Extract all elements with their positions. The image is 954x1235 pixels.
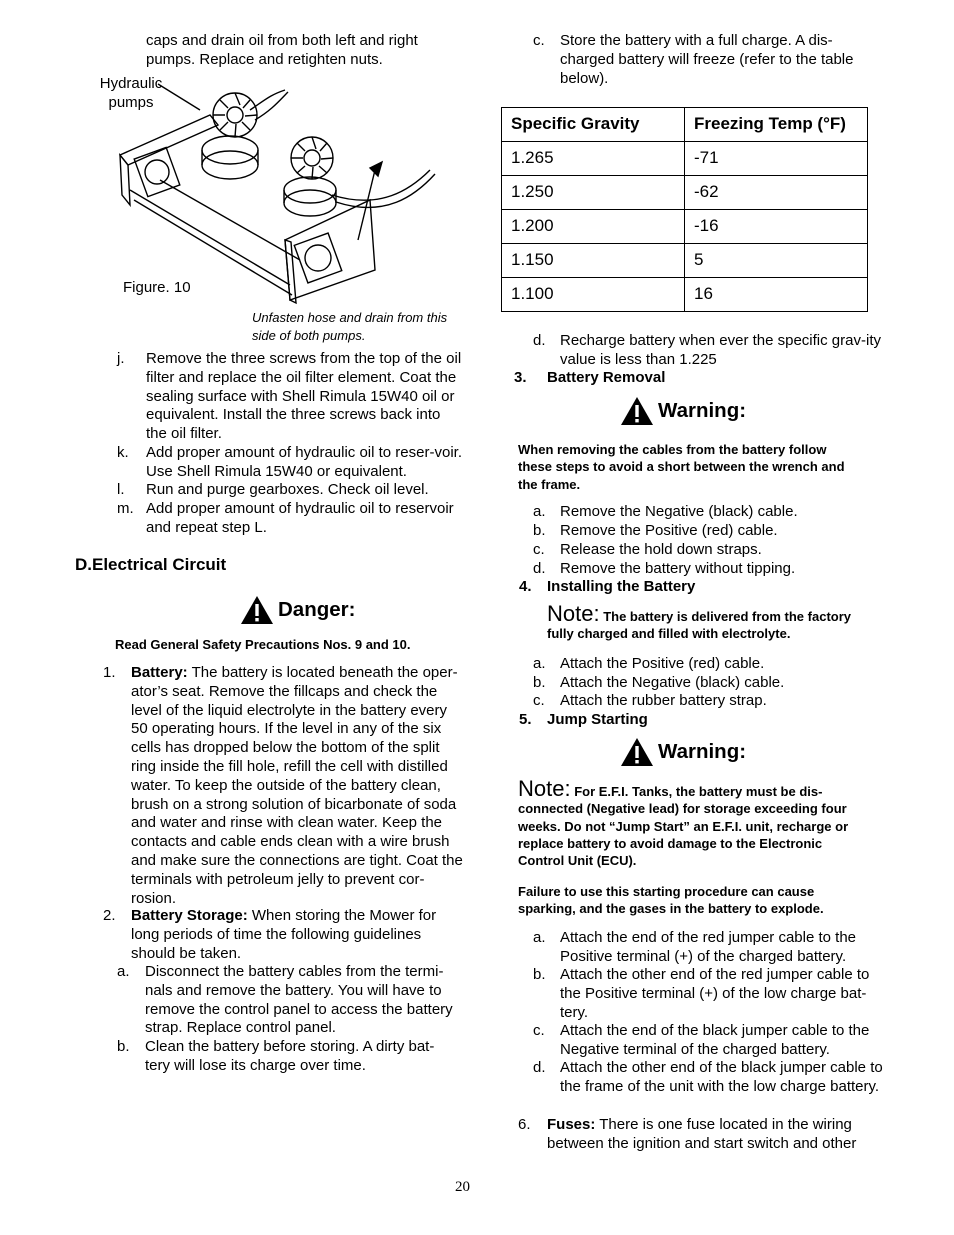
- list-marker: m.: [117, 500, 134, 517]
- danger-text: Read General Safety Precautions Nos. 9 and 10.: [115, 637, 411, 652]
- list-marker: a.: [533, 929, 546, 946]
- table-cell: 1.265: [502, 142, 685, 176]
- list-marker: c.: [533, 1022, 545, 1039]
- table-row: [502, 142, 868, 176]
- warning-triangle-icon: [620, 737, 654, 767]
- warning-title: Warning:: [658, 399, 747, 422]
- list-marker: l.: [117, 481, 125, 498]
- list-marker: 2.: [103, 907, 116, 924]
- list-text: Remove the Positive (red) cable.: [560, 522, 778, 539]
- section-heading: D.Electrical Circuit: [75, 555, 227, 574]
- list-marker: k.: [117, 444, 129, 461]
- list-text: Remove the Negative (black) cable.: [560, 503, 798, 520]
- list-text: Store the battery with a full charge. A dis-charged battery will freeze (refer to the table below).: [560, 32, 854, 87]
- list-text: Attach the other end of the red jumper cable to the Positive terminal (+) of the low charge bat-tery.: [560, 966, 870, 1021]
- table-cell: 1.150: [502, 244, 685, 278]
- list-marker: 3.: [514, 369, 527, 386]
- table-cell: 1.250: [502, 176, 685, 210]
- warning-triangle-icon: [620, 396, 654, 426]
- list-text: Remove the battery without tipping.: [560, 560, 796, 577]
- figure-caption: Unfasten hose and drain from this side of both pumps.: [252, 310, 448, 343]
- list-text: Disconnect the battery cables from the termi-nals and remove the battery. You will have to remove the control panel to access the battery strap. Replace control panel.: [145, 963, 453, 1037]
- list-text: Clean the battery before storing. A dirty bat-tery will lose its charge over time.: [145, 1038, 435, 1074]
- list-text: Attach the end of the red jumper cable to the Positive terminal (+) of the charged battery.: [560, 929, 857, 965]
- list-text: Attach the rubber battery strap.: [560, 692, 767, 709]
- battery-text: The battery is located beneath the oper-ator’s seat. Remove the fillcaps and check the level of the liquid electrolyte in the battery every 50 operating hours. If the level in any of the six cells has dropped below the bottom of the split ring inside the fill hole, refill the cell with distilled water. To keep the outside of the battery clean, brush on a strong solution of bicarbonate of soda and water and rinse with clean water. Keep the contacts and cable ends clean with a wire brush and make sure the connections are tight. Coat the terminals with petroleum jelly to prevent cor-rosion.: [131, 664, 463, 907]
- table-cell: -71: [685, 142, 868, 176]
- specific-gravity-table: [501, 107, 868, 312]
- list-text: Release the hold down straps.: [560, 541, 762, 558]
- list-marker: b.: [533, 674, 546, 691]
- intro-continuation: caps and drain oil from both left and right pumps. Replace and retighten nuts.: [146, 32, 418, 68]
- list-marker: d.: [533, 332, 546, 349]
- list-text: Attach the Negative (black) cable.: [560, 674, 785, 691]
- hydraulic-pumps-callout: Hydraulic pumps: [99, 75, 163, 111]
- list-text: Run and purge gearboxes. Check oil level.: [146, 481, 429, 498]
- table-row: [502, 210, 868, 244]
- list-marker: c.: [533, 32, 545, 49]
- note-block: [547, 601, 877, 643]
- list-marker: a.: [533, 503, 546, 520]
- list-marker: c.: [533, 692, 545, 709]
- list-marker: a.: [533, 655, 546, 672]
- heading-text: Battery Removal: [547, 369, 666, 386]
- table-row: [502, 278, 868, 312]
- list-marker: b.: [533, 966, 546, 983]
- storage-title: Battery Storage:: [131, 907, 248, 924]
- table-cell: 16: [685, 278, 868, 312]
- table-row: [502, 176, 868, 210]
- table-cell: -62: [685, 176, 868, 210]
- figure-label: Figure. 10: [123, 279, 191, 296]
- heading-text: Jump Starting: [547, 711, 648, 728]
- storage-text: When storing the Mower for long periods of time the following guidelines should be taken.: [131, 907, 437, 962]
- warning-header: [620, 737, 746, 767]
- list-marker: 6.: [518, 1116, 531, 1133]
- list-text: Add proper amount of hydraulic oil to reservoir and repeat step L.: [146, 500, 454, 536]
- page-number: 20: [455, 1179, 470, 1195]
- table-header: Freezing Temp (°F): [685, 108, 868, 142]
- note-block: [518, 776, 853, 869]
- list-marker: d.: [533, 560, 546, 577]
- failure-warning-text: Failure to use this starting procedure can cause sparking, and the gases in the battery to explode.: [518, 884, 824, 917]
- list-marker: 5.: [519, 711, 532, 728]
- note-text: The battery is delivered from the factory fully charged and filled with electrolyte.: [547, 609, 851, 642]
- battery-title: Battery:: [131, 664, 188, 681]
- note-label: Note:: [518, 776, 571, 801]
- table-header: Specific Gravity: [502, 108, 685, 142]
- list-marker: b.: [533, 522, 546, 539]
- list-marker: j.: [117, 350, 125, 367]
- list-text: Add proper amount of hydraulic oil to reser-voir. Use Shell Rimula 15W40 or equivalent.: [146, 444, 462, 480]
- list-text: Remove the three screws from the top of the oil filter and replace the oil filter element. Coat the sealing surface with Shell Rimula 15W40 oil or equivalent. Install the three screws back into the oil filter.: [146, 350, 462, 443]
- warning-text: When removing the cables from the battery follow these steps to avoid a short between the wrench and the frame.: [518, 442, 845, 492]
- list-marker: 1.: [103, 664, 116, 681]
- list-marker: c.: [533, 541, 545, 558]
- warning-header: [620, 396, 746, 426]
- danger-header: [240, 595, 355, 625]
- list-text: Attach the other end of the black jumper cable to the frame of the unit with the low charge battery.: [560, 1059, 883, 1095]
- list-text: Attach the Positive (red) cable.: [560, 655, 765, 672]
- table-cell: 1.100: [502, 278, 685, 312]
- fuses-text: There is one fuse located in the wiring between the ignition and start switch and other: [547, 1116, 857, 1152]
- list-marker: 4.: [519, 578, 532, 595]
- hydraulic-pumps-figure: [100, 70, 460, 350]
- note-text: For E.F.I. Tanks, the battery must be dis-connected (Negative lead) for storage exceeding four weeks. Do not “Jump Start” an E.F.I. unit, recharge or replace battery to avoid damage to the Electronic Control Unit (ECU).: [518, 784, 849, 869]
- list-marker: d.: [533, 1059, 546, 1076]
- heading-text: Installing the Battery: [547, 578, 696, 595]
- fuses-title: Fuses:: [547, 1116, 596, 1133]
- warning-triangle-icon: [240, 595, 274, 625]
- list-marker: a.: [117, 963, 130, 980]
- table-header-row: [502, 108, 868, 142]
- danger-title: Danger:: [278, 598, 356, 621]
- list-marker: b.: [117, 1038, 130, 1055]
- list-text: Recharge battery when ever the specific grav-ity value is less than 1.225: [560, 332, 881, 368]
- table-cell: -16: [685, 210, 868, 244]
- list-text: Attach the end of the black jumper cable to the Negative terminal of the charged battery.: [560, 1022, 870, 1058]
- table-cell: 5: [685, 244, 868, 278]
- warning-title: Warning:: [658, 740, 747, 763]
- table-cell: 1.200: [502, 210, 685, 244]
- table-row: [502, 244, 868, 278]
- note-label: Note:: [547, 601, 600, 626]
